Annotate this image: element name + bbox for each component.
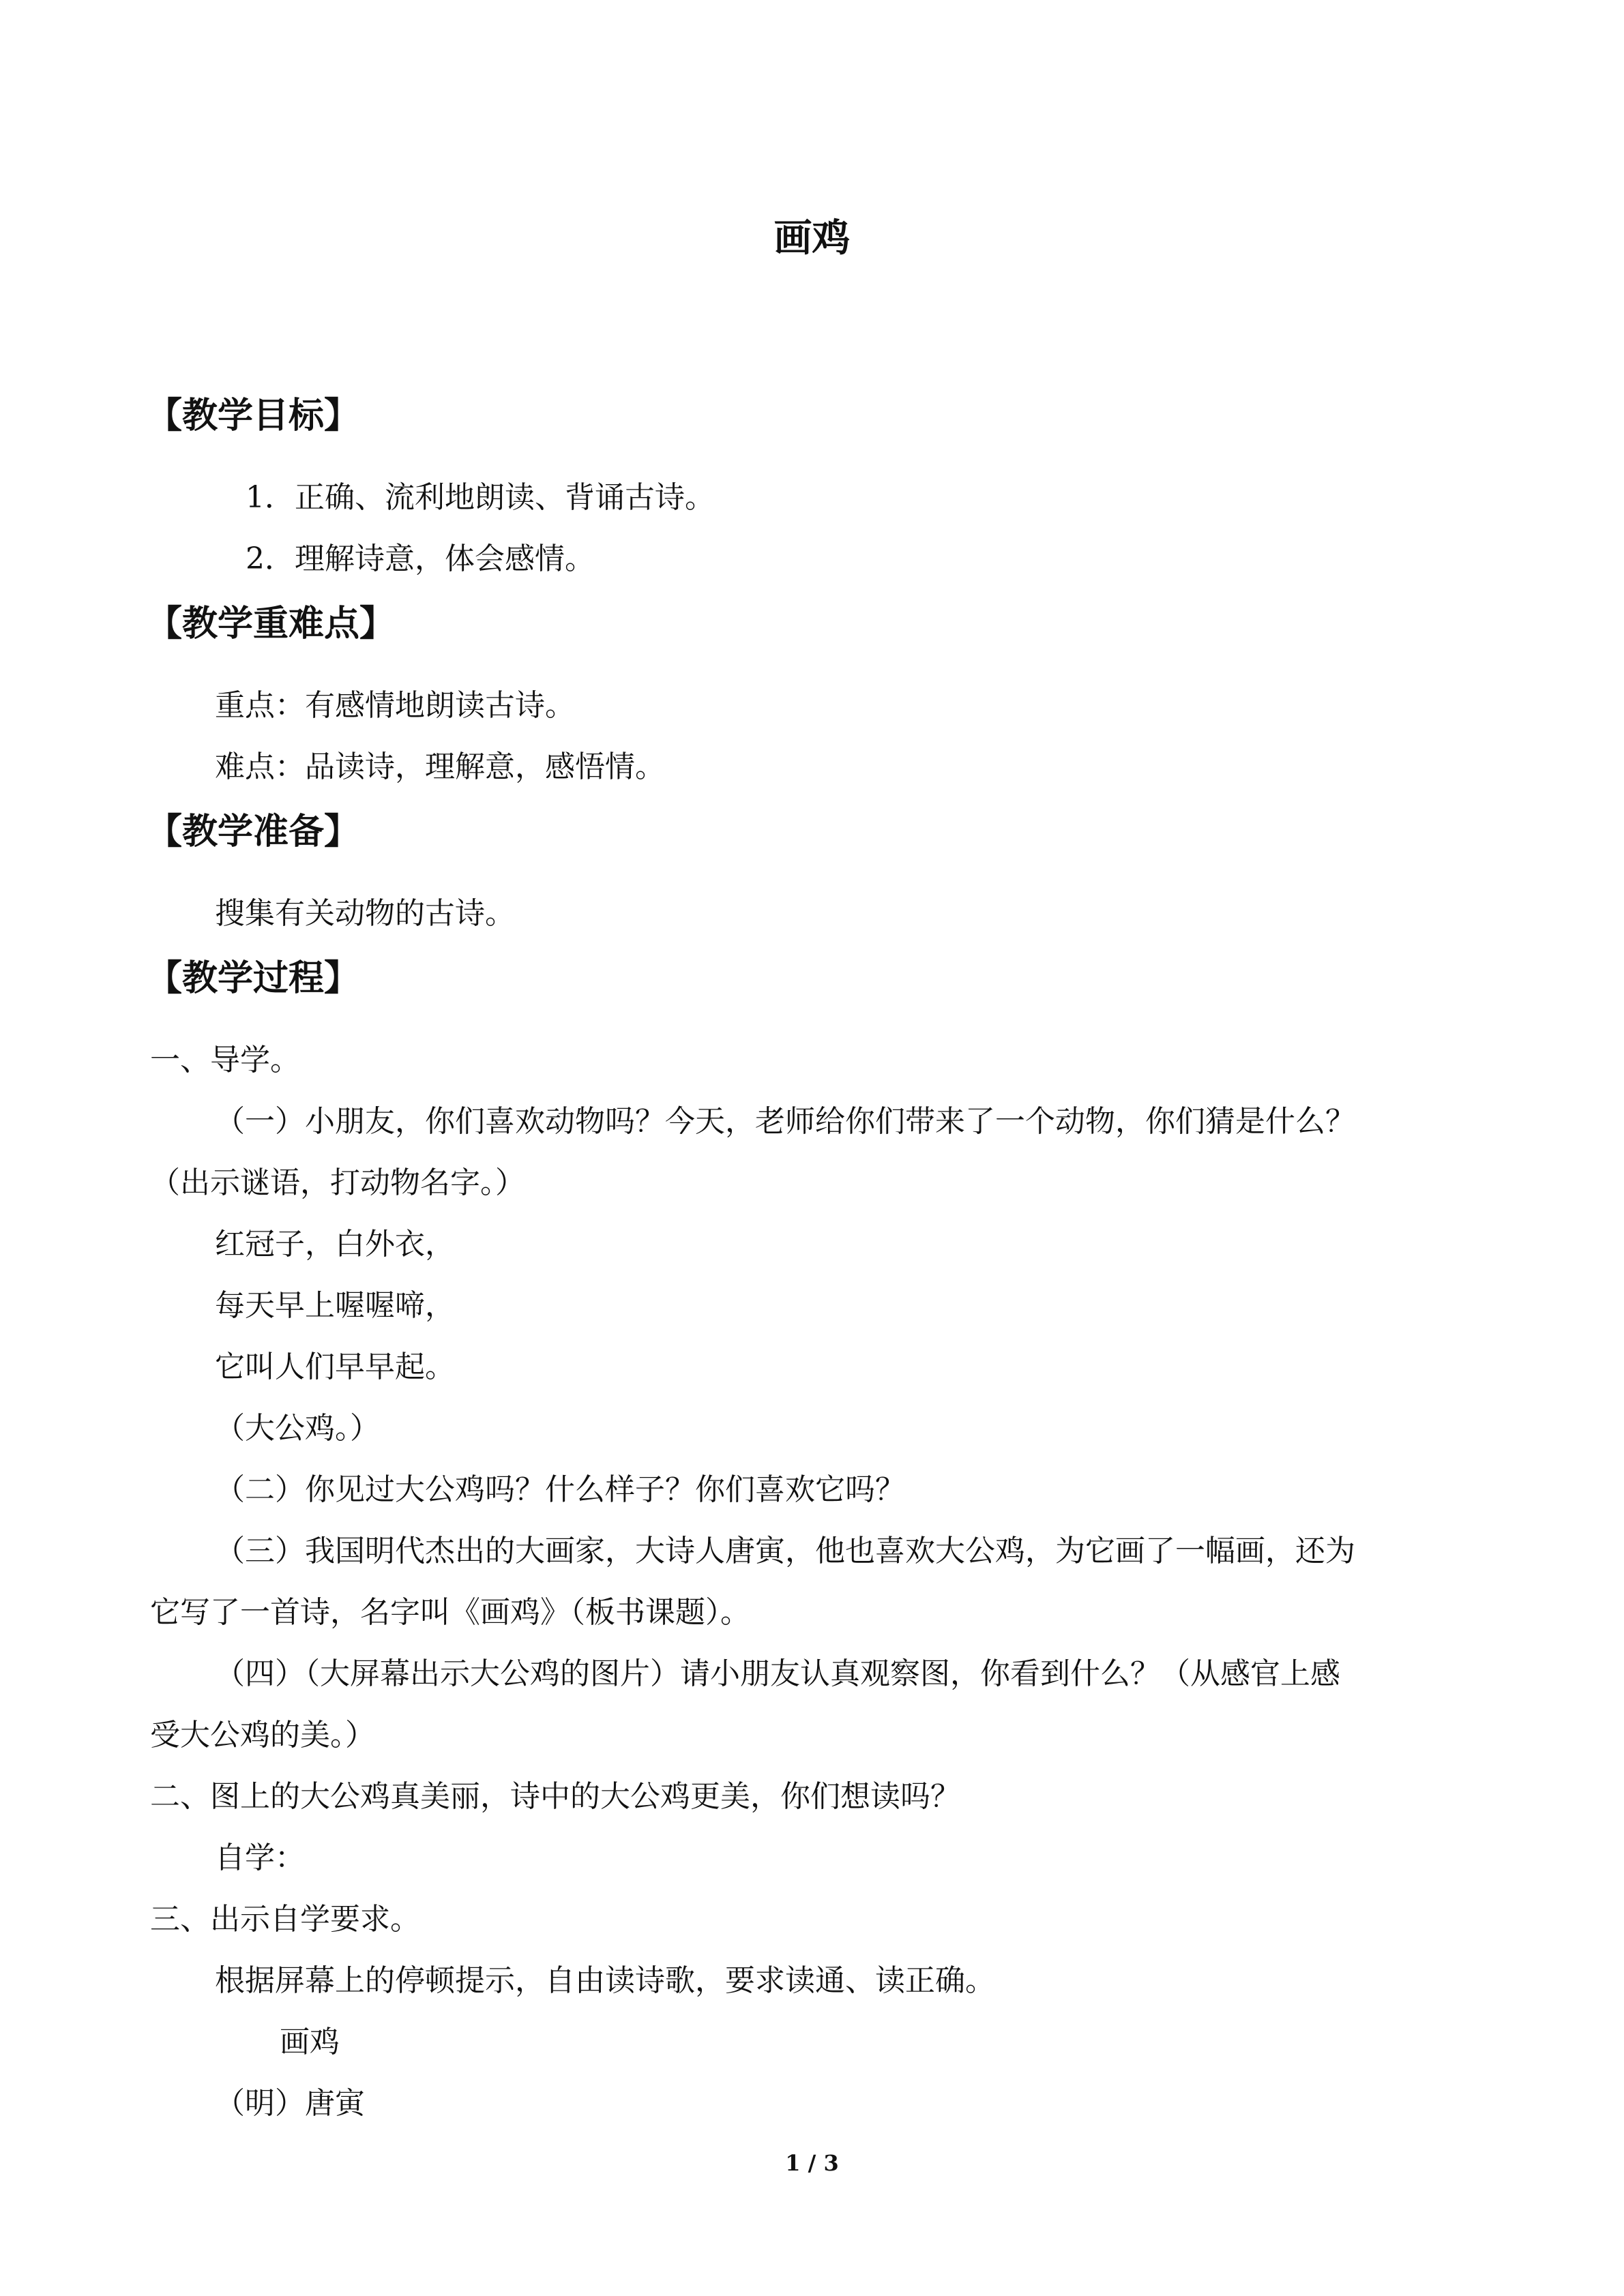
process-line: （三）我国明代杰出的大画家，大诗人唐寅，他也喜欢大公鸡，为它画了一幅画，还为 <box>215 1534 1355 1568</box>
riddle-line: 红冠子，白外衣， <box>215 1227 455 1262</box>
objective-item: 1．正确、流利地朗读、背诵古诗。 <box>246 480 715 515</box>
page-number: 1 / 3 <box>785 2150 839 2176</box>
process-line: 二、图上的大公鸡真美丽，诗中的大公鸡更美，你们想读吗？ <box>150 1779 960 1814</box>
riddle-answer: （大公鸡。） <box>215 1411 380 1446</box>
preparation-item: 搜集有关动物的古诗。 <box>215 896 515 931</box>
key-point-item: 难点：品读诗，理解意，感悟情。 <box>215 749 665 784</box>
section-heading-objectives: 【教学目标】 <box>147 396 360 436</box>
key-point-item: 重点：有感情地朗读古诗。 <box>215 688 575 723</box>
process-line: 受大公鸡的美。） <box>150 1718 375 1753</box>
process-line: （二）你见过大公鸡吗？什么样子？你们喜欢它吗？ <box>215 1472 905 1507</box>
poem-title: 画鸡 <box>280 2025 340 2059</box>
section-heading-key-points: 【教学重难点】 <box>147 603 396 644</box>
document-title: 画鸡 <box>773 216 851 260</box>
section-heading-preparation: 【教学准备】 <box>147 811 360 852</box>
process-line: 三、出示自学要求。 <box>150 1902 420 1937</box>
process-line: 它写了一首诗，名字叫《画鸡》（板书课题）。 <box>150 1595 750 1630</box>
process-line: （一）小朋友，你们喜欢动物吗？今天，老师给你们带来了一个动物，你们猜是什么？ <box>215 1104 1355 1139</box>
process-line: 一、导学。 <box>150 1043 300 1077</box>
process-line: 根据屏幕上的停顿提示，自由读诗歌，要求读通、读正确。 <box>215 1963 995 1998</box>
process-line: （出示谜语，打动物名字。） <box>150 1165 525 1200</box>
riddle-line: 它叫人们早早起。 <box>215 1350 455 1384</box>
objective-item: 2．理解诗意，体会感情。 <box>246 541 595 576</box>
riddle-line: 每天早上喔喔啼， <box>215 1288 455 1323</box>
section-heading-process: 【教学过程】 <box>147 958 360 999</box>
process-line: 自学： <box>215 1840 305 1875</box>
poem-author: （明）唐寅 <box>215 2086 365 2121</box>
process-line: （四）（大屏幕出示大公鸡的图片）请小朋友认真观察图，你看到什么？（从感官上感 <box>215 1656 1340 1691</box>
